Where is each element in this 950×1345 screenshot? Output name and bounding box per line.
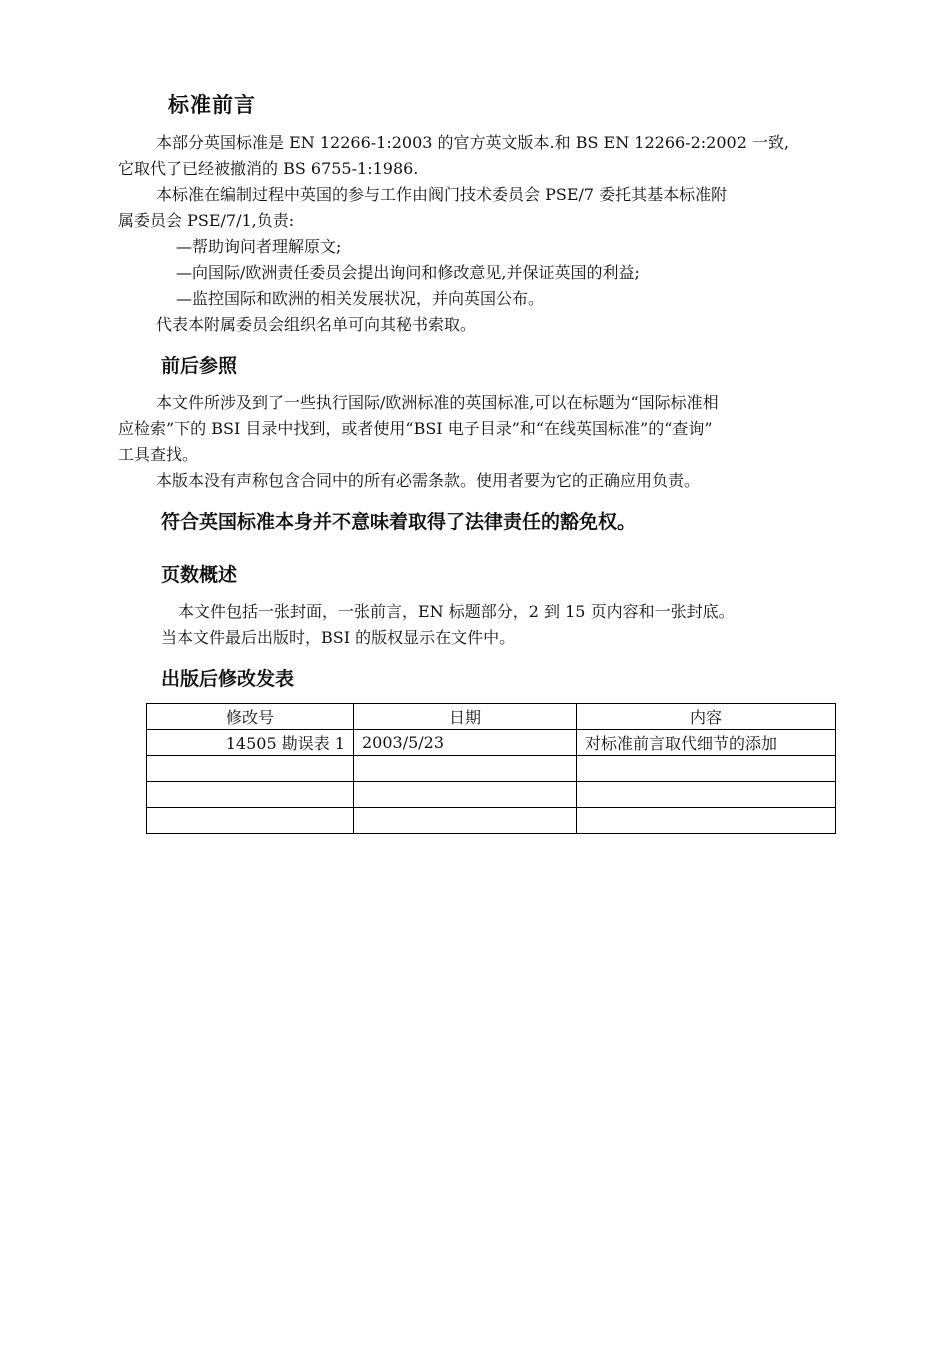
foreword-paragraph-1-line-1: 本部分英国标准是 EN 12266-1:2003 的官方英文版本.和 BS EN 12266-2:2002 一致, — [156, 133, 790, 152]
amendments-table — [146, 703, 836, 834]
table-row — [147, 730, 836, 756]
table-header-row — [147, 704, 836, 730]
cross-references-title: 前后参照 — [161, 355, 238, 377]
cell-content — [577, 756, 836, 782]
header-amendment-number: 修改号 — [147, 704, 354, 730]
foreword-list-item: —向国际/欧洲责任委员会提出询问和修改意见,并保证英国的利益; — [176, 263, 640, 282]
foreword-paragraph-2-line-1: 本标准在编制过程中英国的参与工作由阀门技术委员会 PSE/7 委托其基本标准附 — [156, 185, 728, 204]
table-row — [147, 782, 836, 808]
cell-content — [577, 782, 836, 808]
cell-date: 2003/5/23 — [354, 730, 577, 756]
header-date: 日期 — [354, 704, 577, 730]
cross-references-line-3: 工具查找。 — [118, 445, 199, 464]
cross-references-line-2: 应检索”下的 BSI 目录中找到，或者使用“BSI 电子目录”和“在线英国标准”的“查询” — [118, 419, 713, 438]
cross-references-paragraph-2: 本版本没有声称包含合同中的所有必需条款。使用者要为它的正确应用负责。 — [156, 471, 701, 490]
foreword-title: 标准前言 — [168, 93, 256, 117]
cell-date — [354, 808, 577, 834]
cell-content — [577, 808, 836, 834]
table-row — [147, 756, 836, 782]
cell-date — [354, 756, 577, 782]
foreword-paragraph-1-line-2: 它取代了已经被撤消的 BS 6755-1:1986. — [118, 159, 419, 178]
summary-line-2: 当本文件最后出版时，BSI 的版权显示在文件中。 — [161, 628, 516, 647]
foreword-paragraph-3: 代表本附属委员会组织名单可向其秘书索取。 — [156, 315, 477, 334]
cross-references-line-1: 本文件所涉及到了一些执行国际/欧洲标准的英国标准,可以在标题为“国际标准相 — [156, 393, 719, 412]
foreword-list-item: —帮助询问者理解原文; — [176, 237, 342, 256]
cell-content: 对标准前言取代细节的添加 — [577, 730, 836, 756]
legal-notice: 符合英国标准本身并不意味着取得了法律责任的豁免权。 — [161, 511, 637, 533]
summary-line-1: 本文件包括一张封面，一张前言，EN 标题部分，2 到 15 页内容和一张封底。 — [178, 602, 735, 621]
table-row — [147, 808, 836, 834]
foreword-paragraph-2-line-2: 属委员会 PSE/7/1,负责: — [118, 211, 295, 230]
cell-amendment-number — [147, 756, 354, 782]
cell-date — [354, 782, 577, 808]
cell-amendment-number: 14505 勘误表 1 — [147, 730, 354, 756]
header-content: 内容 — [577, 704, 836, 730]
cell-amendment-number — [147, 808, 354, 834]
summary-title: 页数概述 — [161, 564, 238, 586]
amendments-title: 出版后修改发表 — [161, 668, 295, 690]
foreword-list-item: —监控国际和欧洲的相关发展状况，并向英国公布。 — [176, 289, 545, 308]
cell-amendment-number — [147, 782, 354, 808]
